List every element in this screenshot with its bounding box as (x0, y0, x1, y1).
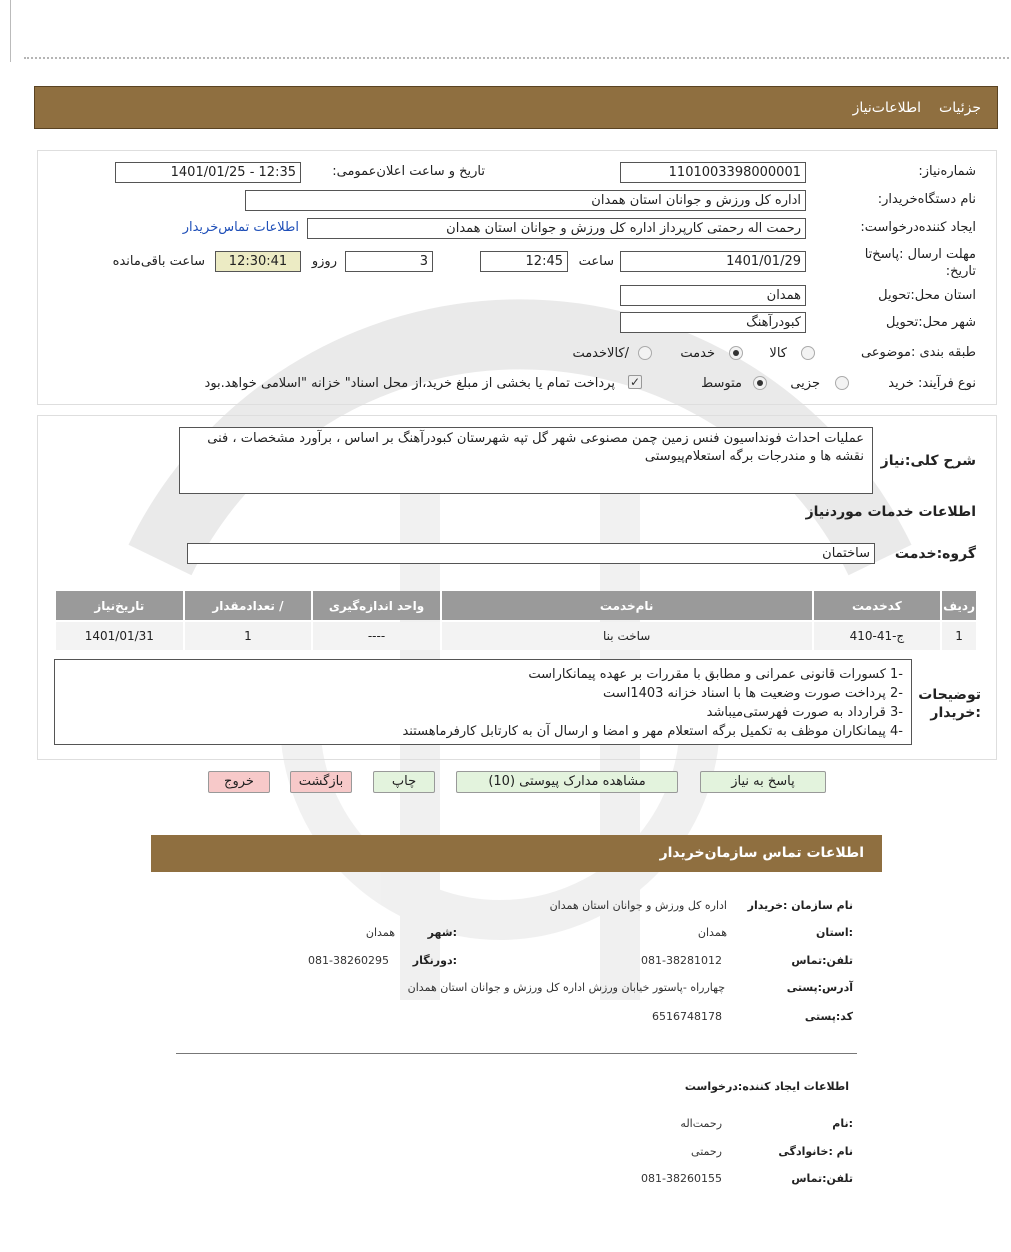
contact-phone-label: تلفن:تماس (791, 954, 853, 967)
contact-title: اطلاعات تماس سازمان‌خریدار (659, 845, 864, 861)
service-group-field: ساختمان (187, 543, 875, 564)
contact-address-label: آدرس:پستی (786, 981, 853, 994)
table-row (56, 622, 976, 650)
services-section-title: اطلاعات خدمات موردنیاز (805, 504, 976, 520)
page-header-bar (34, 86, 998, 129)
contact-city-label: :شهر (427, 926, 457, 939)
left-border-line (10, 0, 11, 62)
description-label: شرح کلی:نیاز (880, 453, 976, 469)
contact-postal-value: 6516748178 (652, 1010, 722, 1023)
buyer-note-line-3: -3 قرارداد به صورت فهرستی‌میباشد (706, 705, 903, 720)
days-remaining-field: 3 (345, 251, 433, 272)
col-unit: واحد اندازه‌گیری (313, 591, 440, 620)
creator-family-label: نام :خانوادگی (778, 1145, 853, 1158)
process-medium-label: متوسط (701, 376, 742, 391)
buyer-note-line-1: -1 کسورات قانونی عمرانی و مطابق با مقررات بر عهده پیمانکاراست (528, 667, 903, 682)
exit-button[interactable]: خروج (208, 771, 270, 793)
city-label: شهر محل:تحویل (886, 315, 976, 330)
service-group-label: گروه:خدمت (894, 546, 976, 562)
contact-fax-label: :دورنگار (412, 954, 457, 967)
table-header-row (56, 591, 976, 620)
treasury-payment-note: پرداخت تمام یا بخشی از مبلغ خرید،از محل اسناد" خزانه "اسلامی خواهد.بود (204, 376, 615, 391)
col-service-code: کدخدمت (814, 591, 941, 620)
buyer-notes-label: توضیحات :خریدار (918, 687, 981, 721)
reply-button[interactable]: پاسخ به نیاز (700, 771, 826, 793)
creator-name-label: :نام (832, 1117, 853, 1130)
deadline-date-field: 1401/01/29 (620, 251, 806, 272)
dotted-separator (24, 57, 1009, 59)
announce-datetime-field: 1401/01/25 - 12:35 (115, 162, 301, 183)
org-name-value: اداره کل ورزش و جوانان استان همدان (549, 899, 727, 912)
contact-header-bar (151, 835, 882, 872)
buyer-notes-textbox (54, 659, 912, 745)
contact-province-value: همدان (697, 926, 727, 939)
process-medium-radio[interactable] (753, 376, 767, 390)
category-service-label: خدمت (680, 346, 715, 361)
buyer-contact-link[interactable]: اطلاعات تماس‌خریدار (182, 220, 299, 235)
back-button[interactable]: بازگشت (290, 771, 352, 793)
tab-need-info[interactable]: اطلاعات‌نیاز (852, 100, 921, 116)
contact-city-value: همدان (365, 926, 395, 939)
treasury-payment-checkbox[interactable]: ✓ (629, 375, 641, 389)
cell-row-number: 1 (942, 622, 976, 650)
creator-field: رحمت اله رحمتی کارپرداز اداره کل ورزش و جوانان استان همدان (307, 218, 806, 239)
creator-label: ایجاد کننده‌درخواست: (860, 220, 976, 235)
deadline-time-label: ساعت (578, 254, 614, 269)
creator-info-title: اطلاعات ایجاد کننده:درخواست (684, 1080, 849, 1093)
org-name-label: نام سازمان :خریدار (747, 899, 853, 912)
process-minor-radio[interactable] (835, 376, 849, 390)
cell-service-code: ج-41-410 (814, 622, 941, 650)
contact-phone-value: 081-38281012 (641, 954, 722, 967)
tab-details[interactable]: جزئیات (939, 100, 981, 116)
buyer-note-line-2: -2 پرداخت صورت وضعیت ها با اسناد خزانه 1403است (603, 686, 903, 701)
creator-name-value: رحمت‌اله (680, 1117, 722, 1130)
col-service-name: نام‌خدمت (442, 591, 812, 620)
category-goods-service-label: /کالاخدمت (572, 346, 629, 361)
contact-province-label: :استان (816, 926, 853, 939)
need-number-label: شماره‌نیاز: (918, 164, 976, 179)
cell-quantity: 1 (185, 622, 312, 650)
category-goods-service-radio[interactable] (638, 346, 652, 360)
buyer-org-field: اداره کل ورزش و جوانان استان همدان (245, 190, 806, 211)
category-label: طبقه بندی :موضوعی (860, 345, 976, 360)
category-service-radio[interactable] (729, 346, 743, 360)
category-goods-label: کالا (769, 346, 787, 361)
remaining-time-label: ساعت باقی‌مانده (112, 254, 205, 269)
print-button[interactable]: چاپ (373, 771, 435, 793)
creator-phone-label: تلفن:تماس (791, 1172, 853, 1185)
announce-label: تاریخ و ساعت اعلان‌عمومی: (332, 164, 485, 179)
services-table (54, 589, 978, 652)
description-textbox: عملیات احداث فونداسیون فنس زمین چمن مصنوعی شهر گل تپه شهرستان کبودرآهنگ بر اساس ، برآورد مشخصات ، فنی نقشه ها و مندرجات برگه استعلام‌پیوستی (179, 427, 873, 494)
need-number-field: 1101003398000001 (620, 162, 806, 183)
creator-family-value: رحمتی (691, 1145, 722, 1158)
creator-phone-value: 081-38260155 (641, 1172, 722, 1185)
province-field: همدان (620, 285, 806, 306)
col-row-number: ردیف (942, 591, 976, 620)
contact-fax-value: 081-38260295 (308, 954, 389, 967)
buyer-note-line-4: -4 پیمانکاران موظف به تکمیل برگه استعلام مهر و امضا و ارسال آن به کارتابل کارفرماهستند (402, 724, 903, 739)
days-label: روزو (311, 254, 337, 269)
contact-divider (176, 1053, 857, 1054)
deadline-label: مهلت ارسال :پاسخ‌تا تاریخ: (864, 247, 976, 279)
category-goods-radio[interactable] (801, 346, 815, 360)
city-field: کبودرآهنگ (620, 312, 806, 333)
view-attachments-button[interactable]: مشاهده مدارک پیوستی (10) (456, 771, 678, 793)
process-type-label: نوع فرآیند: خرید (888, 376, 976, 391)
contact-address-value: چهارراه -پاستور خیابان ورزش اداره کل ورزش و جوانان استان همدان (407, 981, 725, 994)
remaining-time-field: 12:30:41 (215, 251, 301, 272)
cell-need-date: 1401/01/31 (56, 622, 183, 650)
col-need-date: تاریخ‌نیاز (56, 591, 183, 620)
deadline-time-field: 12:45 (480, 251, 568, 272)
contact-postal-label: کد:پستی (804, 1010, 853, 1023)
process-minor-label: جزیی (790, 376, 820, 391)
cell-service-name: ساخت بنا (442, 622, 812, 650)
province-label: استان محل:تحویل (878, 288, 976, 303)
cell-unit: ---- (313, 622, 440, 650)
col-quantity: / تعدادمقدار (185, 591, 312, 620)
buyer-org-label: نام دستگاه‌خریدار: (877, 192, 976, 207)
